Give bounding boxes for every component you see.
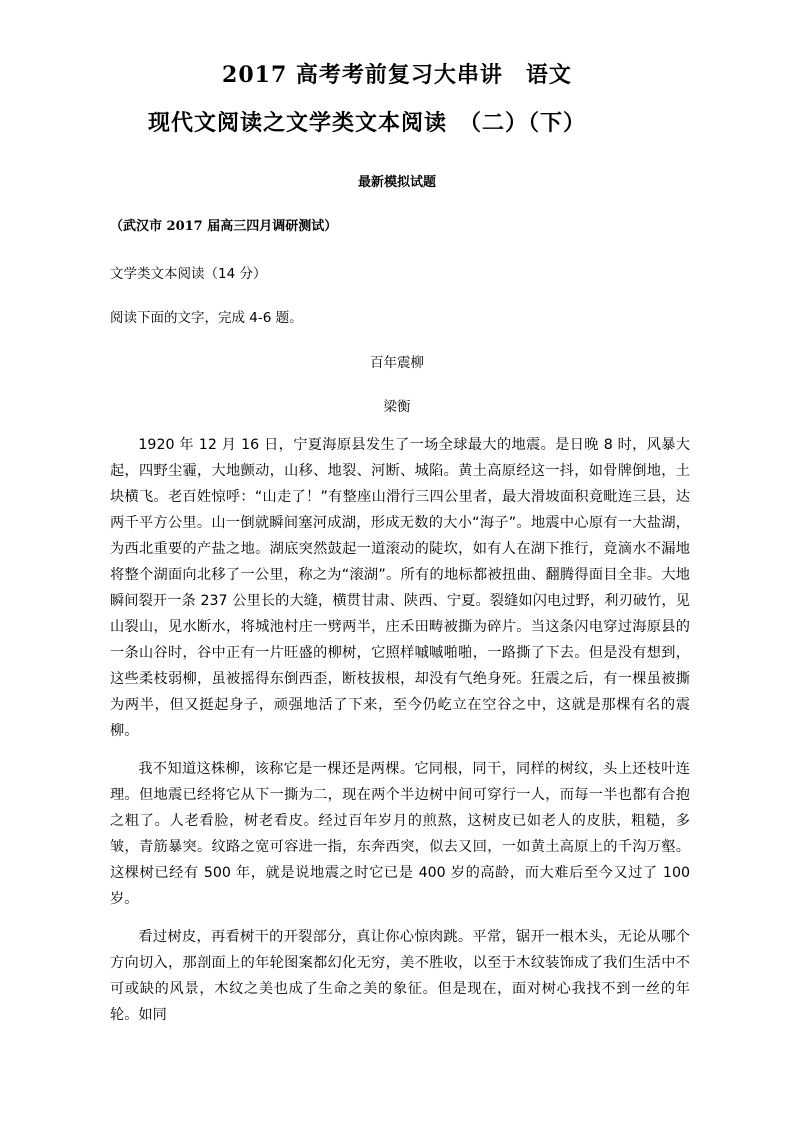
reading-instruction: 阅读下面的文字，完成 4-6 题。 xyxy=(110,310,303,326)
section-heading: 最新模拟试题 xyxy=(357,175,436,190)
question-section-label: 文学类文本阅读（14 分） xyxy=(110,266,267,282)
document-subtitle-heading: 现代文阅读之文学类文本阅读 （二）（下） xyxy=(148,110,587,136)
document-title: 2017 高考考前复习大串讲 语文 xyxy=(222,62,572,88)
article-author: 梁衡 xyxy=(383,399,411,415)
article-paragraph: 我不知道这株柳，该称它是一棵还是两棵。它同根，同干，同样的树纹，头上还枝叶连理。但地震已经将它从下一撕为二，现在两个半边树中间可穿行一人，而每一半也都有合抱之粗了。人老看脸，树老看皮。经过百年岁月的煎熬，这树皮已如老人的皮肤，粗糙，多皱，青筋暴突。纹路之宽可容进一指，东奔西突，似去又回，一如黄土高原上的千沟万壑。这棵树已经有 500 年，就是说地震之时它已是 400 岁的高龄，而大难后至今又过了 100 岁。 xyxy=(110,761,690,907)
article-paragraph: 1920 年 12 月 16 日，宁夏海原县发生了一场全球最大的地震。是日晚 8 时，风暴大起，四野尘霾，大地颤动，山移、地裂、河断、城陷。黄土高原经这一抖，如骨牌倒地，土块横飞。老百姓惊呼：“山走了！”有整座山滑行三四公里者，最大滑坡面积竟毗连三县，达两千平方公里。山一倒就瞬间塞河成湖，形成无数的大小“海子”。地震中心原有一大盐湖，为西北重要的产盐之地。湖底突然鼓起一道滚动的陡坎，如有人在湖下推行，竟滴水不漏地将整个湖面向北移了一公里，称之为“滚湖”。所有的地标都被扭曲、翻腾得面目全非。大地瞬间裂开一条 237 公里长的大缝，横贯甘肃、陕西、宁夏。裂缝如闪电过野，利刃破竹，见山裂山，见水断水，将城池村庄一劈两半，庄禾田畴被撕为碎片。当这条闪电穿过海原县的一条山谷时，谷中正有一片旺盛的柳树，它照样嘁嘁啪啪，一路撕了下去。但是没有想到，这些柔枝弱柳，虽被摇得东倒西歪，断枝拔根，却没有气绝身死。狂震之后，有一棵虽被撕为两半，但又挺起身子，顽强地活了下来，至今仍屹立在空谷之中，这就是那棵有名的震柳。 xyxy=(110,437,690,739)
article-title: 百年震柳 xyxy=(370,355,424,371)
article-paragraph: 看过树皮，再看树干的开裂部分，真让你心惊肉跳。平常，锯开一根木头，无论从哪个方向切入，那剖面上的年轮图案都幻化无穷，美不胜收，以至于木纹装饰成了我们生活中不可或缺的风景，木纹之美也成了生命之美的象征。但是现在，面对树心我找不到一丝的年轮。如同 xyxy=(110,929,690,1023)
exam-source: （武汉市 2017 届高三四月调研测试） xyxy=(110,219,338,234)
article-body xyxy=(110,432,690,1028)
